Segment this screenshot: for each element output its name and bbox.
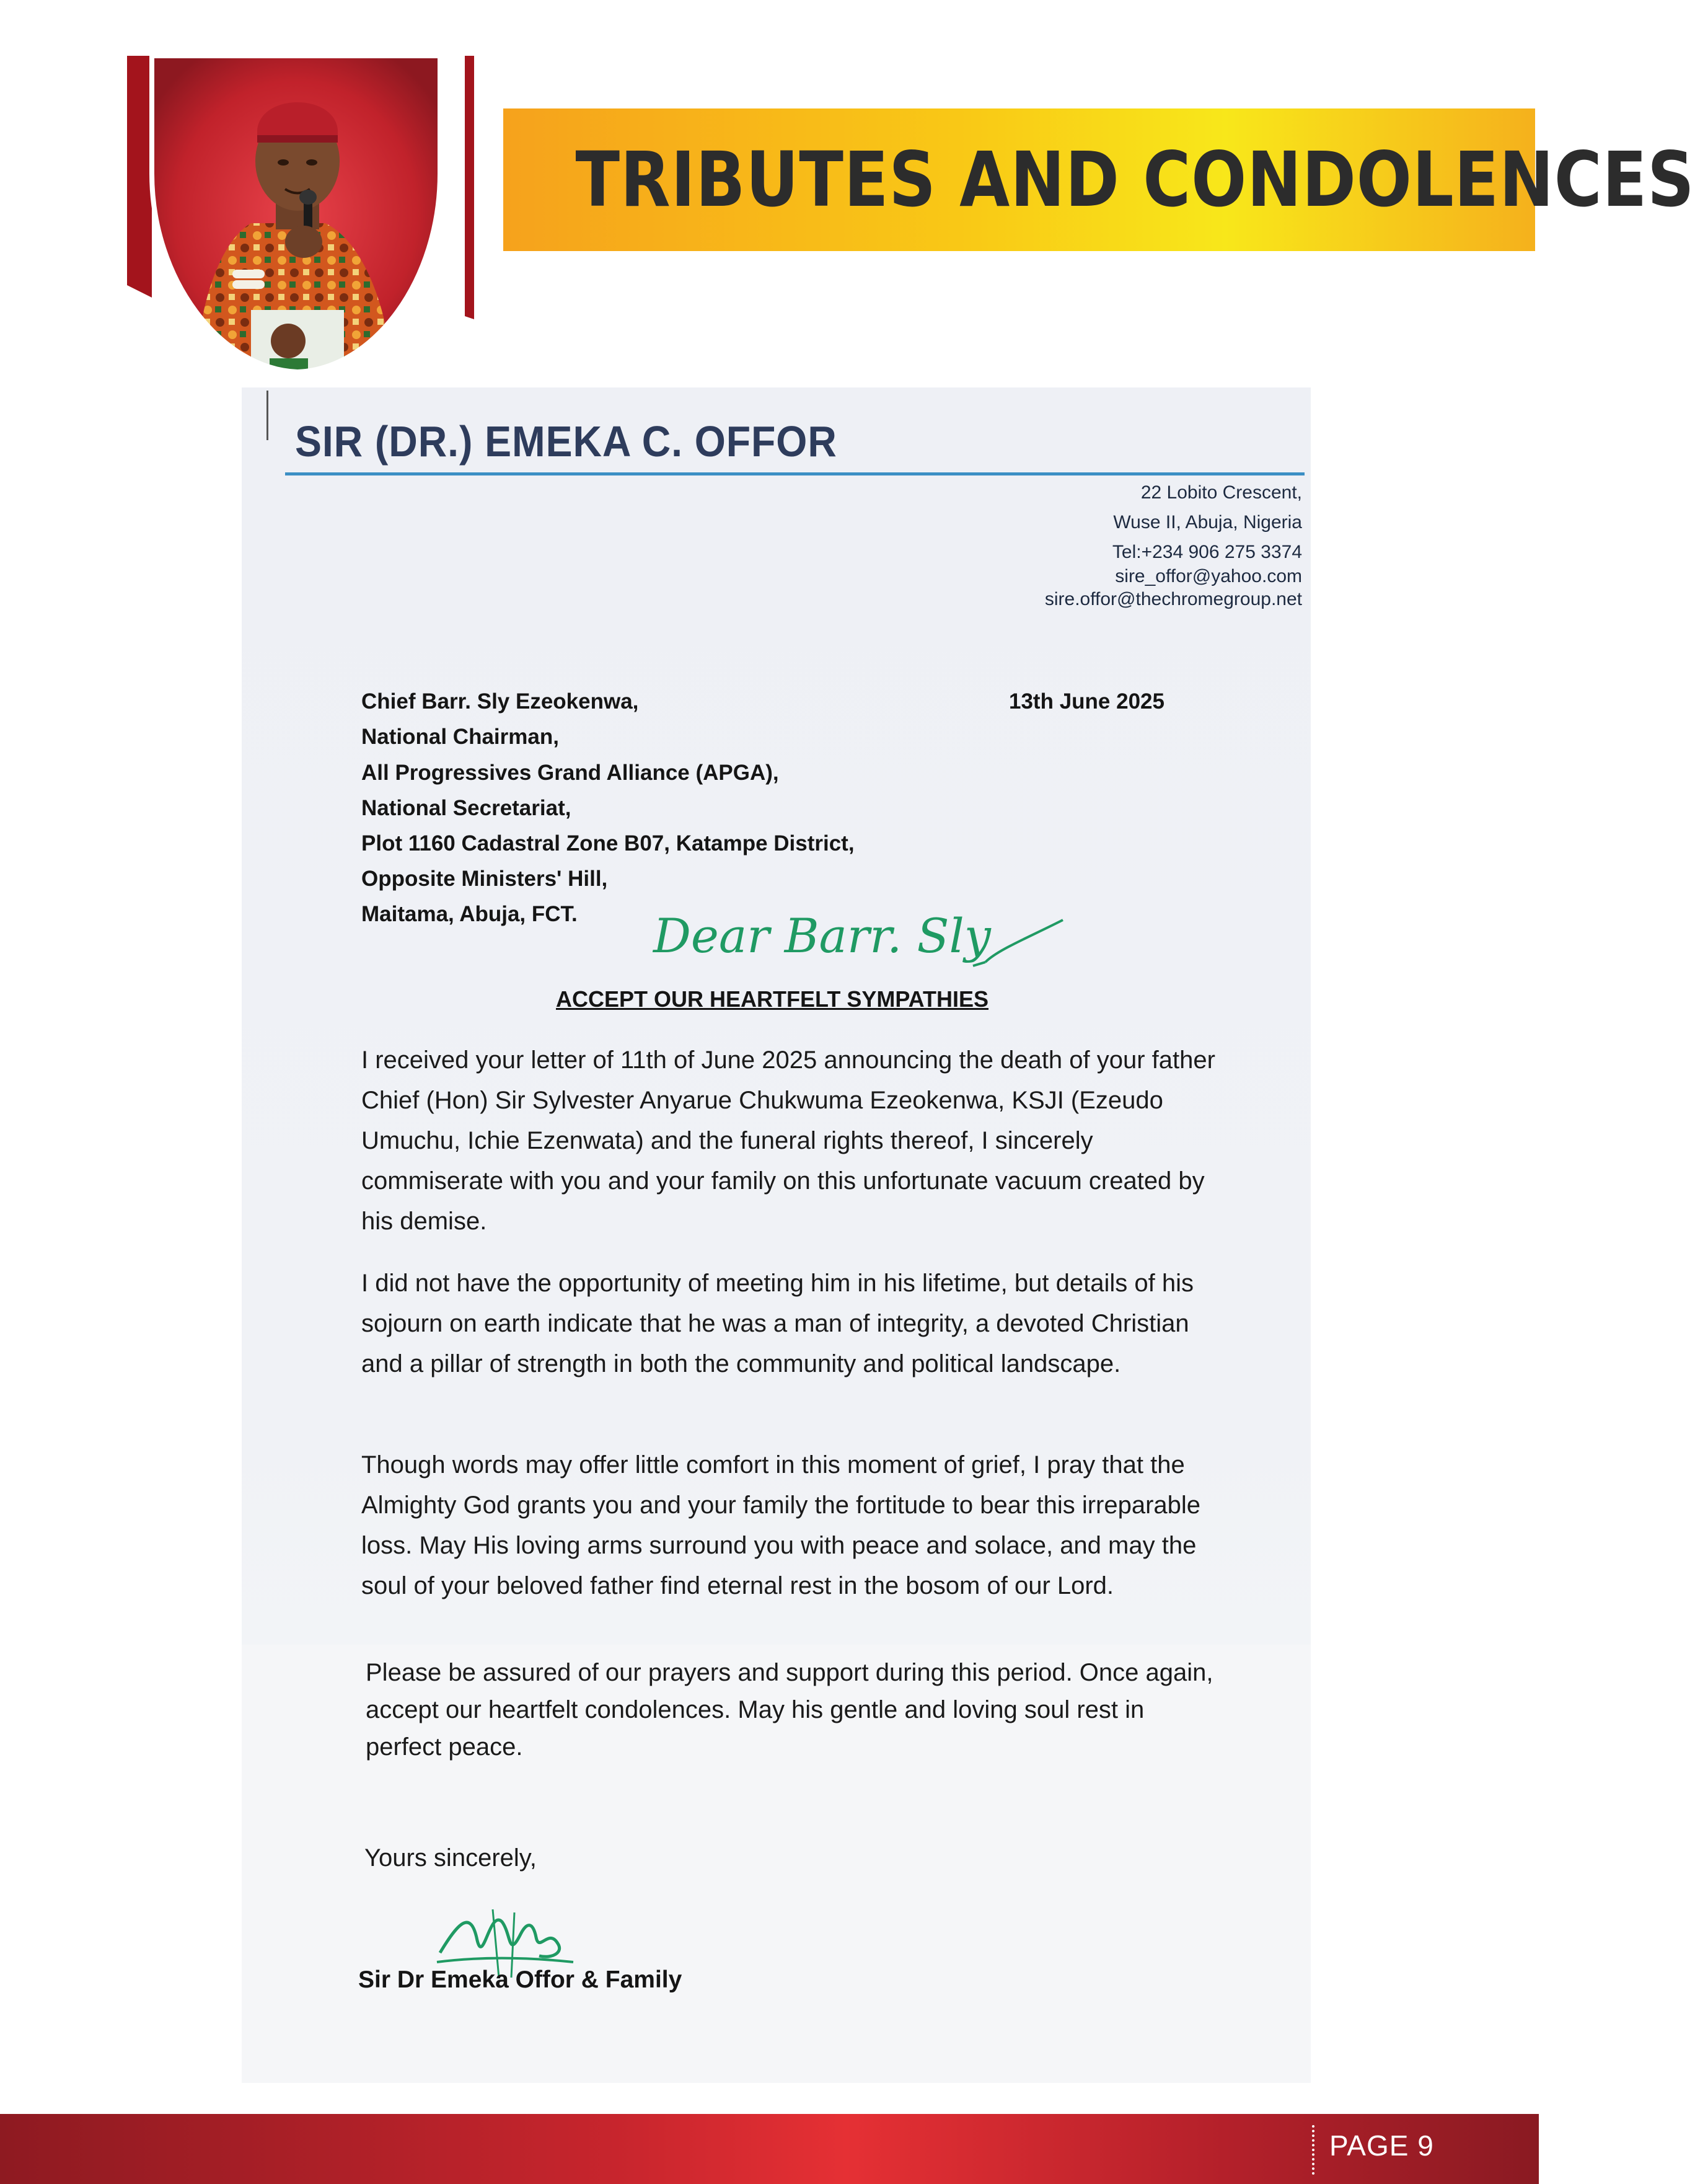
phone-line: Tel:+234 906 275 3374: [1112, 542, 1302, 562]
letterhead-name: SIR (DR.) EMEKA C. OFFOR: [295, 417, 837, 466]
letter-closing: Yours sincerely,: [364, 1844, 537, 1872]
letter-paragraph: I did not have the opportunity of meeting him in his lifetime, but details of his sojourn on earth indicate that he was a man of integrity, a devoted Christian and a pillar of strength in both the community and political landscape.: [361, 1270, 1194, 1377]
letter-paragraph: Please be assured of our prayers and support during this period. Once again, accept our heartfelt condolences. May his gentle and loving soul rest in perfect peace.: [366, 1659, 1213, 1761]
letter-signatory: Sir Dr Emeka Offor & Family: [358, 1966, 682, 1993]
salutation-text: Dear Barr. Sly: [653, 908, 991, 963]
portrait-shield: [127, 56, 474, 378]
paper-edge-mark: [266, 391, 268, 440]
footer-separator: [1312, 2125, 1314, 2175]
recipient-line: Chief Barr. Sly Ezeokenwa,: [361, 689, 639, 714]
recipient-line: National Chairman,: [361, 725, 559, 749]
recipient-line: All Progressives Grand Alliance (APGA),: [361, 761, 779, 785]
address-line: 22 Lobito Crescent,: [1140, 482, 1302, 503]
footer-bar: [0, 2114, 1539, 2184]
address-line: Wuse II, Abuja, Nigeria: [1113, 512, 1302, 533]
page-title: TRIBUTES AND CONDOLENCES: [575, 136, 1695, 224]
letterhead-divider: [285, 472, 1305, 475]
letter-paragraph: I received your letter of 11th of June 2025 announcing the death of your father Chief (Hon) Sir Sylvester Anyarue Chukwuma Ezeokenwa, KSJI (Ezeudo Umuchu, Ichie Ezenwata) and the funeral rights thereof, I sincerely commiserate with you and your family on this unfortunate vacuum created by his demise.: [361, 1046, 1215, 1235]
letter-paragraph: Though words may offer little comfort in this moment of grief, I pray that the Almighty God grants you and your family the fortitude to bear this irreparable loss. May His loving arms surround you with peace and solace, and may the soul of your beloved father find eternal rest in the bosom of our Lord.: [361, 1451, 1201, 1599]
recipient-line: National Secretariat,: [361, 796, 571, 820]
page-number: PAGE 9: [1329, 2129, 1434, 2162]
recipient-line: Opposite Ministers' Hill,: [361, 867, 608, 891]
handwritten-salutation: [651, 893, 1072, 979]
email-line: sire.offor@thechromegroup.net: [1044, 589, 1302, 609]
letter-subject: ACCEPT OUR HEARTFELT SYMPATHIES: [556, 986, 989, 1012]
title-banner: [503, 108, 1695, 251]
email-line: sire_offor@yahoo.com: [1115, 566, 1302, 586]
recipient-line: Plot 1160 Cadastral Zone B07, Katampe District,: [361, 831, 855, 855]
recipient-line: Maitama, Abuja, FCT.: [361, 902, 578, 926]
letter-date: 13th June 2025: [1009, 689, 1164, 714]
